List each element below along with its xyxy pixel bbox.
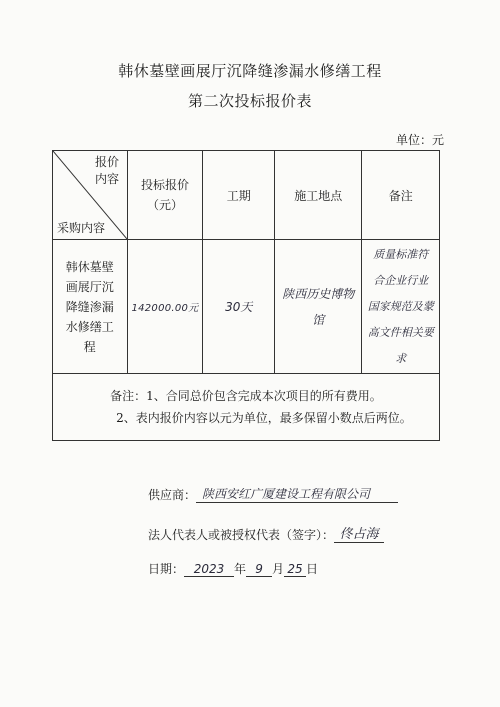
header-price-label: 报价: [95, 155, 120, 169]
header-procurement-label: 采购内容: [57, 221, 106, 235]
note-line-1: 备注：1、合同总价包含完成本次项目的所有费用。: [110, 389, 382, 403]
remark-value: 质量标准符 合企业行业 国家规范及蒙 高文件相关要求: [362, 240, 440, 374]
supplier-label: 供应商：: [148, 488, 197, 502]
date-line: [148, 560, 318, 577]
diagonal-header-cell: [53, 151, 128, 240]
header-duration: 工期: [203, 151, 275, 240]
notes-cell: [53, 374, 440, 441]
month-unit: 月: [272, 562, 285, 576]
table-header-row: [53, 151, 440, 240]
unit-label: 单位：元: [395, 133, 444, 147]
note-line-2: 2、表内报价内容以元为单位，最多保留小数点后两位。: [116, 411, 412, 425]
representative-label: 法人代表人或被授权代表（签字）：: [148, 528, 335, 542]
header-location: 施工地点: [275, 151, 362, 240]
representative-signature: 佟占海: [334, 523, 384, 543]
duration-value: 30天: [203, 240, 275, 374]
project-name-cell: 韩休墓壁 画展厅沉 降缝渗漏 水修缮工 程: [53, 240, 128, 374]
year-unit: 年: [234, 562, 247, 576]
bid-price-table: [52, 150, 440, 441]
supplier-line: [148, 485, 398, 503]
document-subtitle: 第二次投标报价表: [187, 92, 312, 110]
date-label: 日期：: [148, 562, 185, 576]
document-title: 韩休墓壁画展厅沉降缝渗漏水修缮工程: [118, 62, 382, 80]
bid-price-value: 142000.00元: [127, 240, 203, 374]
header-content-label: 内容: [95, 172, 120, 186]
location-value: 陕西历史博物 馆: [275, 240, 362, 374]
notes-row: [53, 374, 440, 441]
date-day: 25: [284, 562, 306, 577]
header-remark: 备注: [362, 151, 440, 240]
representative-line: [148, 523, 384, 543]
date-month: 9: [246, 562, 272, 577]
supplier-value: 陕西安红广厦建设工程有限公司: [196, 485, 398, 503]
table-row: [53, 240, 440, 374]
date-year: 2023: [184, 562, 234, 577]
day-unit: 日: [306, 562, 319, 576]
header-bid-price: 投标报价 （元）: [127, 151, 203, 240]
